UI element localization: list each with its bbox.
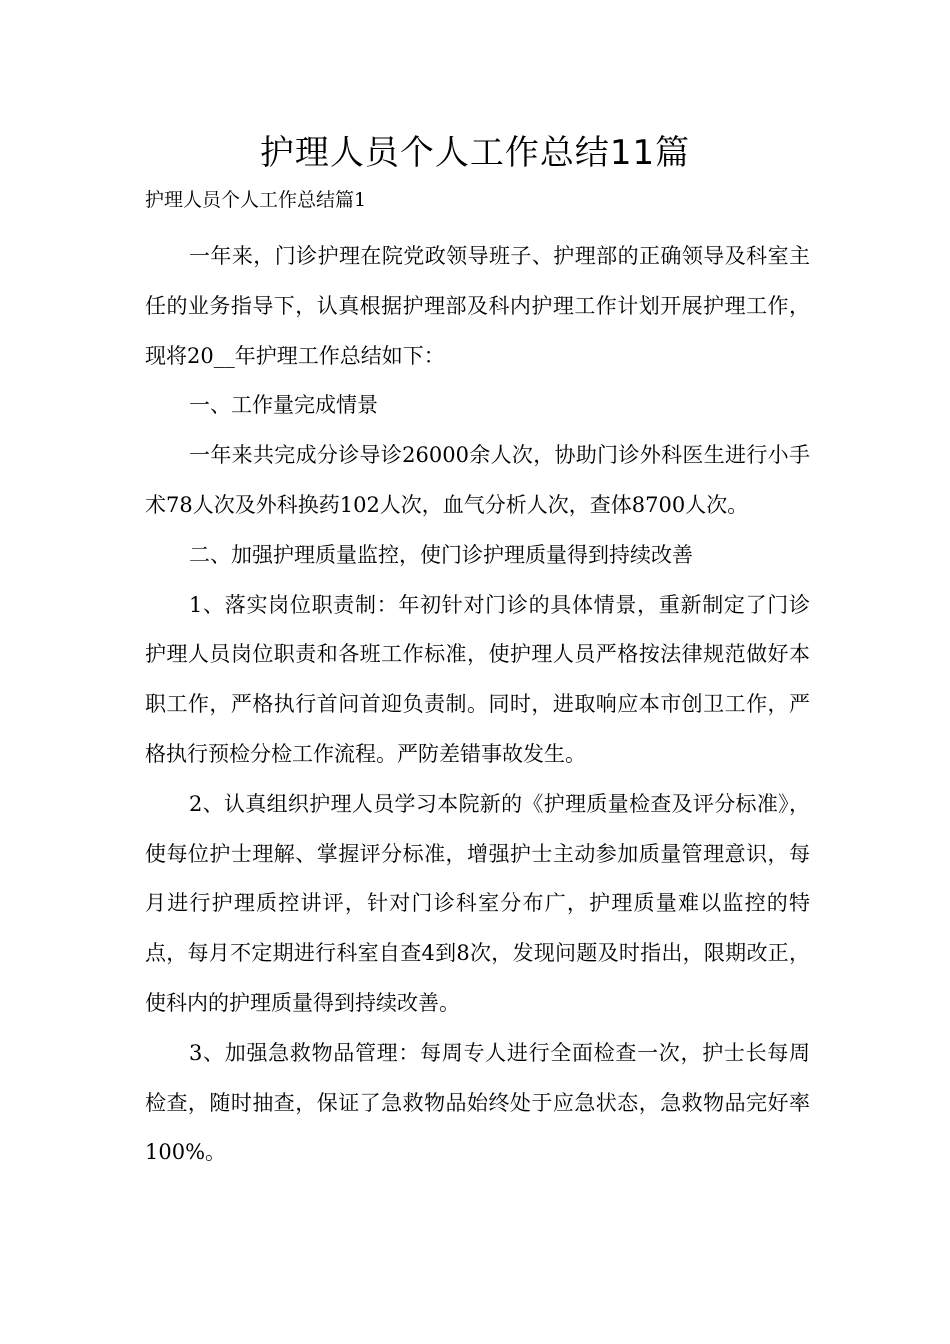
heading-workload: 一、工作量完成情景 — [189, 393, 378, 418]
paragraph-standards: 2、认真组织护理人员学习本院新的《护理质量检查及评分标准》，使每位护士理解、掌握评分标准，增强护士主动参加质量管理意识，每月进行护理质控讲评，针对门诊科室分布广，护理质量难以监控的特点，每月不定期进行科室自查4到8次，发现问题及时指出，限期改正，使科内的护理质量得到持续改善。 — [145, 791, 810, 1015]
heading-quality: 二、加强护理质量监控，使门诊护理质量得到持续改善 — [189, 542, 693, 567]
document-body — [145, 232, 810, 1178]
document-title: 护理人员个人工作总结11篇 — [259, 133, 691, 173]
paragraph-duty: 1、落实岗位职责制：年初针对门诊的具体情景，重新制定了门诊护理人员岗位职责和各班工作标准，使护理人员严格按法律规范做好本职工作，严格执行首问首迎负责制。同时，进取响应本市创卫工作，严格执行预检分检工作流程。严防差错事故发生。 — [145, 592, 810, 766]
paragraph-emergency: 3、加强急救物品管理：每周专人进行全面检查一次，护士长每周检查，随时抽查，保证了急救物品始终处于应急状态，急救物品完好率100%。 — [145, 1040, 810, 1165]
section-heading: 护理人员个人工作总结篇1 — [145, 189, 367, 211]
paragraph-workload: 一年来共完成分诊导诊26000余人次，协助门诊外科医生进行小手术78人次及外科换药102人次，血气分析人次，查体8700人次。 — [145, 443, 810, 517]
paragraph-intro: 一年来，门诊护理在院党政领导班子、护理部的正确领导及科室主任的业务指导下，认真根据护理部及科内护理工作计划开展护理工作，现将20__年护理工作总结如下： — [145, 244, 810, 368]
